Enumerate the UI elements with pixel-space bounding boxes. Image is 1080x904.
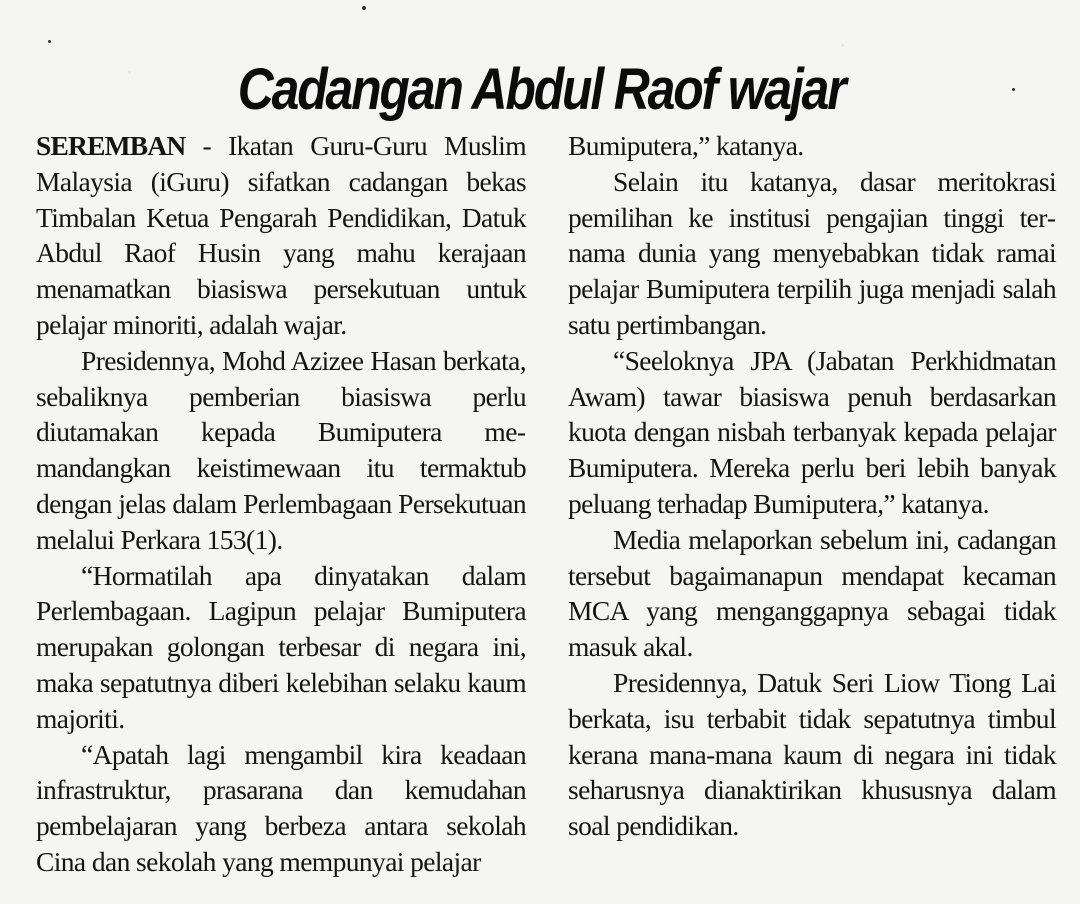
article-paragraph: Media melaporkan sebelum ini, cadangan tersebut bagaimanapun mendapat kecaman MCA yang menganggapnya sebagai tidak masuk akal. (568, 523, 1056, 663)
article-paragraph: “Hormatilah apa dinyatakan dalam Perlembagaan. Lagipun pelajar Bumiputera merupakan golongan terbesar di negara ini, maka sepatutnya diberi kelebihan selaku kaum majoriti. (36, 559, 526, 734)
article-paragraph: Presidennya, Mohd Azizee Hasan berkata, sebaliknya pemberian biasiswa perlu diutamakan kepada Bumiputera memandangkan keistimewaan itu termaktub dengan jelas dalam Perlembagaan Persekutuan melalui Perkara 153(1). (36, 344, 526, 555)
article-paragraph: “Apatah lagi mengambil kira keadaan infrastruktur, prasarana dan kemudahan pembelajaran yang berbeza antara sekolah Cina dan sekolah yang mempunyai pelajar (36, 738, 526, 877)
article-paragraph: Bumiputera,” katanya. (568, 130, 804, 161)
article-paragraph: Selain itu katanya, dasar meritokrasi pemilihan ke institusi pengajian tinggi ternama dunia yang menyebabkan tidak ramai pelajar Bumiputera terpilih juga menjadi salah satu pertimbangan. (568, 165, 1056, 340)
print-speck (48, 40, 51, 43)
article-paragraph (36, 128, 526, 343)
article-paragraph: “Seeloknya JPA (Jabatan Perkhidmatan Awam) tawar biasiswa penuh berdasarkan kuota dengan nisbah terbanyak kepada pelajar Bumiputera. Mereka perlu beri lebih banyak peluang terhadap Bumiputera,” katanya. (568, 344, 1056, 519)
article-headline: Cadangan Abdul Raof wajar (237, 56, 845, 122)
paragraph-text: - Ikatan Guru-Guru Muslim Malaysia (iGuru) sifatkan cadangan bekas Timbalan Ketua Pengarah Pendidikan, Datuk Abdul Raof Husin yang mahu kerajaan menamatkan biasiswa persekutuan untuk pelajar minoriti, adalah wajar. (36, 130, 526, 340)
article-dateline: SEREMBAN (36, 130, 186, 161)
print-speck (1012, 88, 1015, 91)
print-speck (362, 6, 366, 10)
article-column-right (568, 128, 1056, 844)
article-column-left (36, 128, 526, 880)
article-paragraph: Presidennya, Datuk Seri Liow Tiong Lai berkata, isu terbabit tidak sepatutnya timbul kerana mana-mana kaum di negara ini tidak seharusnya dianaktirikan khususnya dalam soal pendidikan. (568, 666, 1056, 842)
